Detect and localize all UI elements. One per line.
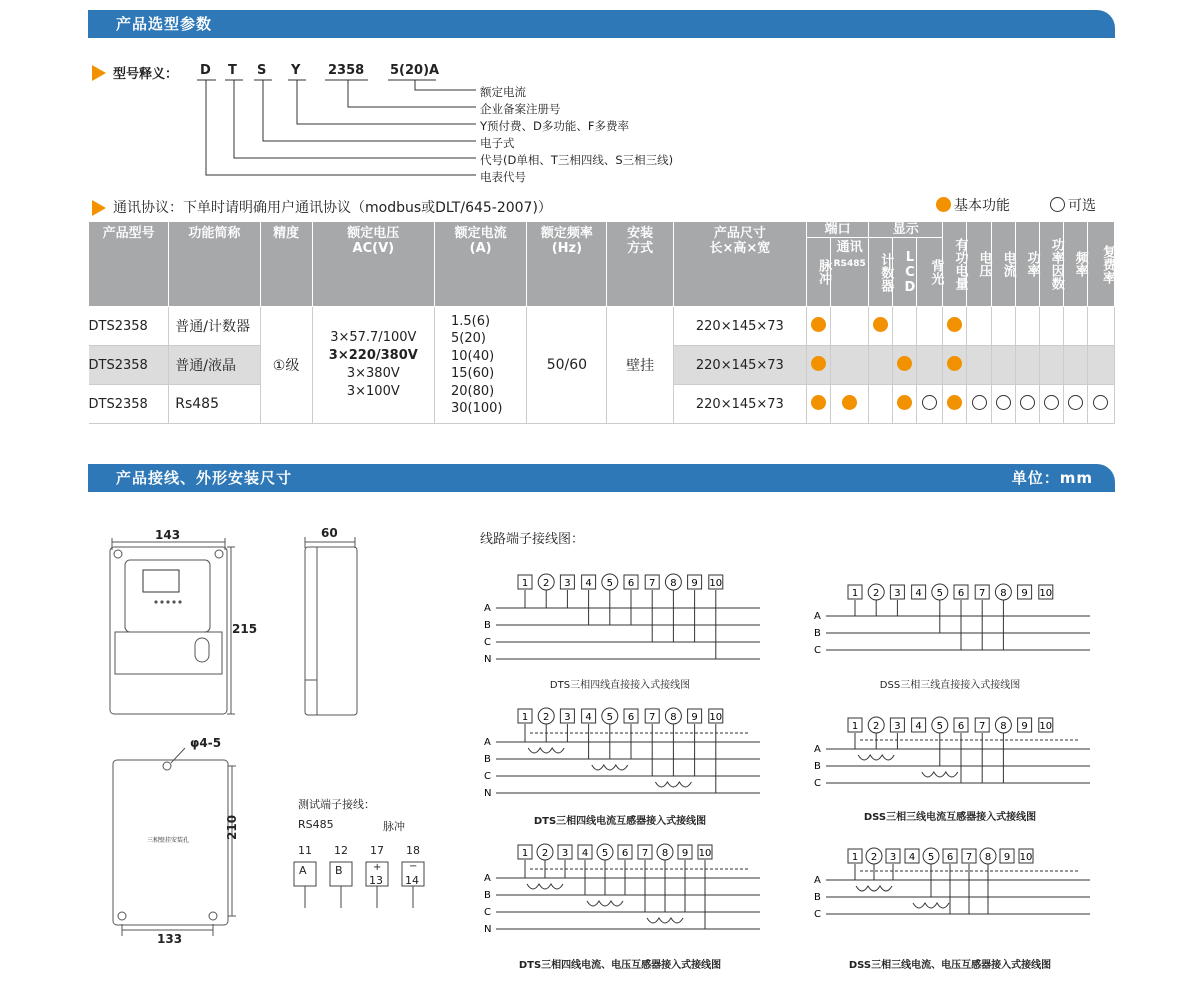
phase-label: C	[814, 778, 821, 789]
caption: DSS三相三线电流互感器接入式接线图	[863, 812, 1037, 823]
terminal-number: 5	[601, 848, 609, 859]
dim-front-height: 215	[232, 622, 258, 636]
terminal-number: 1	[851, 721, 859, 732]
feature-cell	[967, 385, 991, 424]
feature-cell	[1015, 346, 1039, 385]
terminal-number: 9	[1021, 588, 1028, 599]
phase-label: B	[814, 892, 821, 903]
model-desc: Y预付费、D多功能、F多费率	[480, 119, 629, 133]
test-num: 18	[406, 844, 420, 857]
terminal-number: 1	[851, 852, 859, 863]
phase-label: B	[814, 761, 821, 772]
feature-cell	[869, 307, 893, 346]
feature-cell	[1063, 346, 1087, 385]
th-power-factor: 功率因数	[1039, 222, 1063, 307]
th-size: 产品尺寸 长×高×宽	[673, 222, 806, 307]
terminal-number: 4	[581, 848, 589, 859]
ct-coil	[647, 918, 683, 923]
caption: DSS三相三线直接接入式接线图	[879, 680, 1021, 691]
th-install: 安装 方式	[607, 222, 673, 307]
th-frequency: 额定频率 (Hz)	[527, 222, 607, 307]
terminal-number: 5	[936, 588, 943, 599]
mount-label: 三相壁挂安装孔	[147, 837, 190, 844]
unit-label: 单位：mm	[1011, 469, 1093, 487]
basic-feature-dot	[811, 356, 826, 371]
feature-cell	[1015, 385, 1039, 424]
test-label: A	[299, 864, 307, 877]
cell-size: 220×145×73	[673, 385, 806, 424]
optional-feature-circle	[1093, 395, 1108, 410]
wiring-dss-direct	[810, 576, 1110, 686]
th-multi-rate: 复费率	[1087, 222, 1114, 307]
terminal-number: 6	[627, 578, 635, 589]
wiring-dts-ct-pt	[480, 836, 780, 946]
phase-label: C	[484, 907, 491, 918]
optional-feature-circle	[972, 395, 987, 410]
ct-coil	[592, 765, 628, 770]
terminal-number: 2	[543, 712, 550, 723]
terminal-number: 10	[709, 578, 723, 589]
feature-cell	[869, 385, 893, 424]
terminal-number: 6	[957, 721, 965, 732]
test-terminal-title: 测试端子接线：	[298, 798, 375, 811]
ct-coil	[655, 782, 691, 787]
terminal-number: 9	[681, 848, 689, 859]
feature-cell	[1087, 307, 1114, 346]
terminal-number: 7	[979, 588, 986, 599]
feature-cell	[869, 346, 893, 385]
feature-cell	[991, 346, 1015, 385]
phase-label: A	[814, 744, 821, 755]
terminal-number: 6	[627, 712, 635, 723]
test-num: 12	[334, 844, 348, 857]
terminal-number: 1	[521, 848, 529, 859]
terminal-number: 4	[585, 578, 592, 589]
feature-cell	[893, 346, 917, 385]
th-power: 功率	[1015, 222, 1039, 307]
wiring-title: 线路端子接线图：	[480, 532, 585, 547]
terminal-number: 3	[564, 578, 571, 589]
phase-label: A	[814, 611, 821, 622]
th-current: 额定电流 (A)	[434, 222, 526, 307]
wiring-dts-ct	[480, 700, 780, 810]
feature-cell	[943, 307, 967, 346]
terminal-number: 5	[936, 721, 943, 732]
model-part: T	[228, 63, 237, 78]
feature-cell	[1039, 307, 1063, 346]
terminal-number: 2	[543, 578, 550, 589]
phase-label: N	[484, 788, 492, 799]
terminal-number: 10	[1039, 588, 1053, 599]
test-label: +	[373, 862, 382, 873]
basic-feature-dot	[873, 317, 888, 332]
empty-circle-icon	[1050, 197, 1065, 212]
phase-label: N	[484, 654, 492, 665]
model-label: 型号释义：	[113, 67, 179, 82]
orange-dot-icon	[936, 197, 951, 212]
phase-label: C	[484, 771, 491, 782]
optional-feature-circle	[922, 395, 937, 410]
terminal-number: 3	[564, 712, 571, 723]
terminal-number: 7	[979, 721, 986, 732]
table-row	[89, 307, 1115, 346]
phase-label: A	[484, 873, 491, 884]
terminal-number: 8	[1000, 588, 1007, 599]
terminal-number: 4	[915, 588, 922, 599]
ct-coil	[856, 886, 892, 891]
terminal-number: 10	[1019, 852, 1033, 863]
cell-func: Rs485	[169, 385, 260, 424]
terminal-number: 10	[698, 848, 712, 859]
terminal-number: 8	[670, 578, 677, 589]
cell-func: 普通/计数器	[169, 307, 260, 346]
optional-feature-circle	[1020, 395, 1035, 410]
feature-cell	[893, 385, 917, 424]
terminal-number: 9	[691, 712, 698, 723]
dim-mount-width: 133	[157, 932, 183, 946]
legend-optional: 可选	[1050, 195, 1096, 215]
cell-frequency: 50/60	[527, 307, 607, 424]
terminal-number: 4	[585, 712, 592, 723]
ct-coil	[528, 748, 564, 753]
terminal-number: 6	[957, 588, 965, 599]
feature-cell	[1039, 346, 1063, 385]
terminal-number: 6	[621, 848, 629, 859]
cell-model: DTS2358	[89, 307, 169, 346]
basic-feature-dot	[947, 356, 962, 371]
phase-label: A	[484, 603, 491, 614]
terminal-number: 3	[894, 721, 901, 732]
th-comm: 通讯 RS485	[831, 238, 869, 307]
ct-coil	[587, 901, 623, 906]
terminal-number: 3	[894, 588, 901, 599]
cell-install: 壁挂	[607, 307, 673, 424]
section-banner-selection: 产品选型参数	[88, 10, 1115, 38]
cell-func: 普通/液晶	[169, 346, 260, 385]
terminal-number: 8	[984, 852, 992, 863]
phase-label: A	[814, 875, 821, 886]
feature-cell	[1087, 385, 1114, 424]
feature-cell	[943, 385, 967, 424]
terminal-number: 9	[1003, 852, 1011, 863]
test-num: 17	[370, 844, 384, 857]
phase-label: C	[484, 637, 491, 648]
caption: DSS三相三线电流、电压互感器接入式接线图	[848, 960, 1052, 971]
th-voltage-func: 电压	[967, 222, 991, 307]
terminal-number: 7	[649, 712, 656, 723]
protocol-arrow-icon	[92, 197, 106, 216]
model-desc: 电表代号	[480, 170, 526, 184]
feature-cell	[917, 346, 943, 385]
terminal-number: 1	[521, 578, 529, 589]
basic-feature-dot	[897, 356, 912, 371]
basic-feature-dot	[811, 395, 826, 410]
terminal-number: 8	[670, 712, 677, 723]
feature-cell	[1087, 346, 1114, 385]
feature-cell	[917, 385, 943, 424]
phase-label: N	[484, 924, 492, 935]
feature-cell	[1063, 307, 1087, 346]
feature-cell	[831, 346, 869, 385]
terminal-number: 2	[541, 848, 549, 859]
terminal-number: 2	[873, 721, 880, 732]
wiring-dss-ct-pt	[810, 840, 1110, 950]
section-banner-wiring: 产品接线、外形安装尺寸 单位：mm	[88, 464, 1115, 492]
terminal-number: 9	[1021, 721, 1028, 732]
feature-cell	[1063, 385, 1087, 424]
feature-cell	[807, 385, 831, 424]
basic-feature-dot	[947, 317, 962, 332]
th-current-func: 电流	[991, 222, 1015, 307]
th-active-energy: 有功电量	[943, 222, 967, 307]
feature-cell	[967, 346, 991, 385]
terminal-number: 5	[606, 578, 613, 589]
test-rs485: RS485	[298, 818, 334, 831]
model-part: D	[200, 63, 211, 78]
caption: DTS三相四线直接接入式接线图	[549, 680, 691, 691]
ct-coil	[922, 772, 958, 777]
terminal-number: 1	[521, 712, 529, 723]
feature-cell	[991, 307, 1015, 346]
feature-cell	[991, 385, 1015, 424]
model-part: 2358	[328, 63, 365, 78]
dim-depth: 60	[321, 526, 338, 540]
th-counter: 计数器	[869, 238, 893, 307]
dim-mount-height: 210	[225, 814, 239, 840]
protocol-text: 通讯协议：下单时请明确用户通讯协议（modbus或DLT/645-2007)）	[113, 200, 552, 216]
spec-table	[88, 221, 1115, 424]
wiring-dss-ct	[810, 709, 1110, 819]
basic-feature-dot	[947, 395, 962, 410]
terminal-number: 7	[965, 852, 973, 863]
model-desc: 电子式	[480, 136, 515, 150]
terminal-number: 2	[870, 852, 878, 863]
phase-label: C	[814, 909, 821, 920]
feature-cell	[1039, 385, 1063, 424]
phase-label: B	[484, 754, 491, 765]
model-desc: 额定电流	[480, 85, 526, 99]
terminal-number: 5	[606, 712, 613, 723]
terminal-number: 6	[946, 852, 954, 863]
cell-size: 220×145×73	[673, 346, 806, 385]
th-pulse: 脉冲	[807, 238, 831, 307]
test-pulse: 脉冲	[383, 820, 405, 833]
basic-feature-dot	[842, 395, 857, 410]
terminal-number: 1	[851, 588, 859, 599]
model-desc: 代号(D单相、T三相四线、S三相三线)	[480, 153, 674, 167]
th-lcd: LCD	[893, 238, 917, 307]
terminal-number: 3	[561, 848, 569, 859]
th-func: 功能简称	[169, 222, 260, 307]
test-sub: 14	[405, 874, 419, 887]
terminal-number: 9	[691, 578, 698, 589]
terminal-number: 10	[709, 712, 723, 723]
model-part: 5(20)A	[390, 63, 440, 78]
cell-model: DTS2358	[89, 385, 169, 424]
caption: DTS三相四线电流互感器接入式接线图	[533, 816, 707, 827]
legend-basic: 基本功能	[936, 195, 1010, 215]
feature-cell	[917, 307, 943, 346]
phase-label: B	[484, 890, 491, 901]
phase-label: B	[814, 628, 821, 639]
terminal-number: 10	[1039, 721, 1053, 732]
cell-accuracy: ①级	[260, 307, 312, 424]
feature-cell	[967, 307, 991, 346]
th-model: 产品型号	[89, 222, 169, 307]
model-part: S	[257, 63, 267, 78]
ct-coil	[527, 884, 563, 889]
feature-cell	[807, 307, 831, 346]
terminal-number: 3	[889, 852, 897, 863]
cell-size: 220×145×73	[673, 307, 806, 346]
th-accuracy: 精度	[260, 222, 312, 307]
feature-cell	[893, 307, 917, 346]
th-port: 端口	[807, 222, 869, 238]
terminal-number: 8	[661, 848, 669, 859]
optional-feature-circle	[1044, 395, 1059, 410]
basic-feature-dot	[897, 395, 912, 410]
test-sub: 13	[369, 874, 383, 887]
phase-label: C	[814, 645, 821, 656]
th-backlight: 背光	[917, 238, 943, 307]
cell-voltages: 3×57.7/100V 3×220/380V 3×380V 3×100V	[312, 307, 434, 424]
cell-currents: 1.5(6) 5(20) 10(40) 15(60) 20(80) 30(100)	[434, 307, 526, 424]
test-label: −	[409, 861, 418, 872]
terminal-number: 8	[1000, 721, 1007, 732]
th-frequency-func: 频率	[1063, 222, 1087, 307]
ct-coil	[858, 755, 894, 760]
terminal-number: 4	[915, 721, 922, 732]
terminal-number: 7	[649, 578, 656, 589]
terminal-number: 4	[908, 852, 916, 863]
phase-label: B	[484, 620, 491, 631]
th-display: 显示	[869, 222, 943, 238]
test-label: B	[335, 864, 343, 877]
feature-cell	[831, 385, 869, 424]
feature-cell	[807, 346, 831, 385]
feature-cell	[831, 307, 869, 346]
dim-front-width: 143	[155, 528, 181, 542]
optional-feature-circle	[1068, 395, 1083, 410]
terminal-number: 7	[641, 848, 649, 859]
ct-coil	[913, 903, 949, 908]
th-voltage: 额定电压 AC(V)	[312, 222, 434, 307]
feature-cell	[943, 346, 967, 385]
optional-feature-circle	[996, 395, 1011, 410]
test-num: 11	[298, 844, 312, 857]
dim-hole: φ4-5	[190, 736, 222, 750]
wiring-dts-direct	[480, 566, 780, 676]
feature-cell	[1015, 307, 1039, 346]
caption: DTS三相四线电流、电压互感器接入式接线图	[518, 960, 722, 971]
terminal-number: 2	[873, 588, 880, 599]
phase-label: A	[484, 737, 491, 748]
model-desc: 企业备案注册号	[480, 102, 561, 116]
terminal-number: 5	[927, 852, 935, 863]
model-part: Y	[291, 63, 301, 78]
basic-feature-dot	[811, 317, 826, 332]
cell-model: DTS2358	[89, 346, 169, 385]
